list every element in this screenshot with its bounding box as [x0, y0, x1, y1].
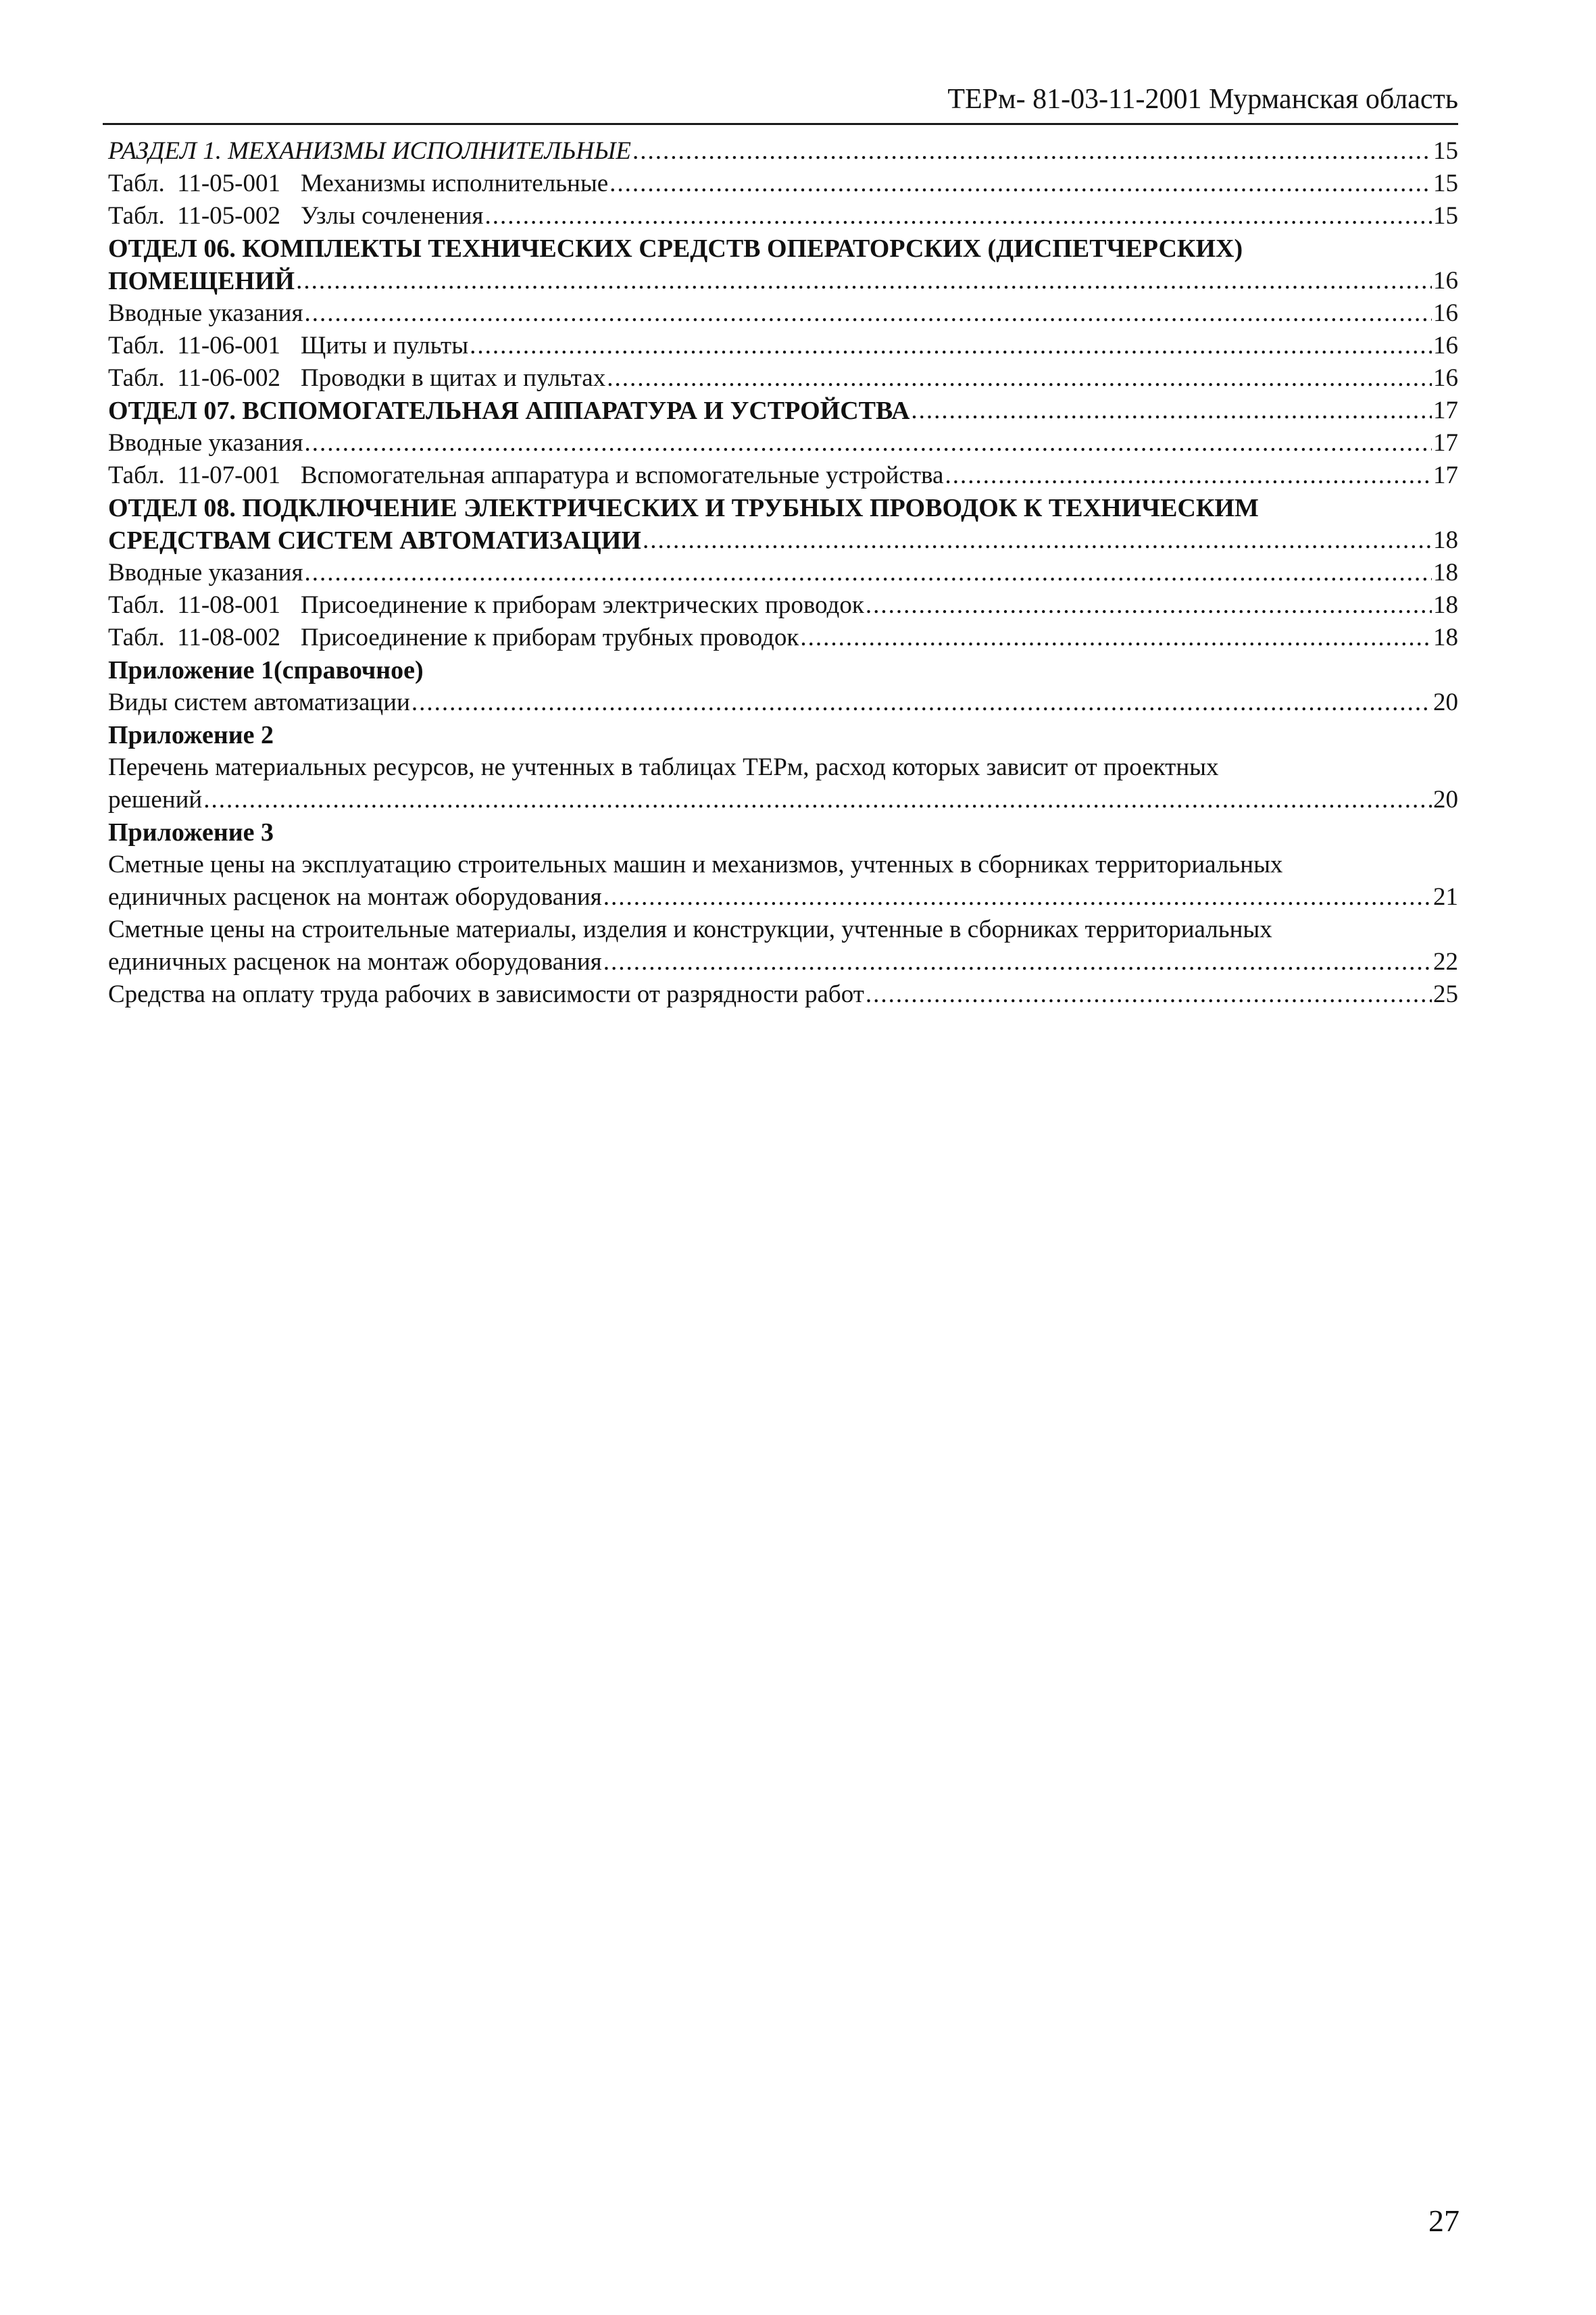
- toc-entry-appendix-1[interactable]: [108, 687, 1458, 719]
- toc-page-number: 16: [1433, 364, 1458, 392]
- toc-page-number: 16: [1433, 332, 1458, 359]
- dot-leader: [296, 265, 1432, 297]
- toc-page-number: 21: [1433, 883, 1458, 911]
- table-code: Табл. 11-07-001: [108, 462, 280, 489]
- dot-leader: [866, 978, 1432, 1011]
- toc-entry-otdel-07[interactable]: [108, 395, 1458, 427]
- toc-section-heading-otdel-08: ОТДЕЛ 08. ПОДКЛЮЧЕНИЕ ЭЛЕКТРИЧЕСКИХ И ТРУБНЫХ ПРОВОДОК К ТЕХНИЧЕСКИМ: [108, 494, 1259, 522]
- toc-entry-label: ОТДЕЛ 07. ВСПОМОГАТЕЛЬНАЯ АППАРАТУРА И УСТРОЙСТВА: [108, 397, 910, 425]
- toc-entry-label: [108, 168, 608, 200]
- table-code: Табл. 11-08-001: [108, 591, 280, 619]
- toc-entry-label: Вводные указания: [108, 299, 303, 327]
- toc-entry-label: [108, 362, 605, 395]
- toc-entry-vvodnye-08[interactable]: [108, 557, 1458, 589]
- dot-leader: [866, 589, 1432, 622]
- toc-page-number: 18: [1433, 591, 1458, 619]
- dot-leader: [607, 362, 1432, 395]
- document-title: ТЕРм- 81-03-11-2001 Мурманская область: [947, 84, 1458, 115]
- appendix-1-heading: Приложение 1(справочное): [108, 656, 424, 684]
- page-number: 27: [1428, 2204, 1460, 2238]
- table-of-contents: [108, 135, 1458, 1011]
- toc-entry-vvodnye-06[interactable]: [108, 297, 1458, 330]
- table-code: Табл. 11-05-001: [108, 170, 280, 197]
- table-code: Табл. 11-06-001: [108, 332, 280, 359]
- toc-entry-table-11-05-002[interactable]: [108, 200, 1458, 232]
- toc-entry-label: [108, 200, 483, 232]
- table-title: Щиты и пульты: [301, 332, 469, 359]
- table-title: Проводки в щитах и пультах: [301, 364, 606, 392]
- toc-page-number: 17: [1433, 429, 1458, 457]
- toc-entry-label: [108, 459, 943, 492]
- toc-entry-table-11-06-002[interactable]: [108, 362, 1458, 395]
- dot-leader: [800, 622, 1432, 654]
- toc-page-number: 20: [1433, 689, 1458, 716]
- toc-entry-label: [108, 330, 468, 362]
- toc-entry-table-11-08-001[interactable]: [108, 589, 1458, 622]
- toc-page-number: 17: [1433, 462, 1458, 489]
- toc-page-number: 20: [1433, 786, 1458, 814]
- dot-leader: [304, 297, 1432, 330]
- toc-page-number: 18: [1433, 526, 1458, 554]
- dot-leader: [911, 395, 1432, 427]
- table-title: Присоединение к приборам трубных проводок: [301, 624, 799, 651]
- dot-leader: [203, 784, 1432, 816]
- appendix-3-item-2-text-line: Сметные цены на строительные материалы, изделия и конструкции, учтенные в сборниках территориальных: [108, 916, 1272, 943]
- dot-leader: [945, 459, 1432, 492]
- dot-leader: [632, 135, 1432, 168]
- table-code: Табл. 11-06-002: [108, 364, 280, 392]
- toc-entry-table-11-07-001[interactable]: [108, 459, 1458, 492]
- dot-leader: [304, 557, 1432, 589]
- table-code: Табл. 11-05-002: [108, 202, 280, 230]
- toc-section-heading-otdel-06: ОТДЕЛ 06. КОМПЛЕКТЫ ТЕХНИЧЕСКИХ СРЕДСТВ ОПЕРАТОРСКИХ (ДИСПЕТЧЕРСКИХ): [108, 234, 1243, 263]
- toc-entry-table-11-05-001[interactable]: [108, 168, 1458, 200]
- table-code: Табл. 11-08-002: [108, 624, 280, 651]
- toc-entry-appendix-3-item-2[interactable]: [108, 946, 1458, 978]
- toc-entry-label: Средства на оплату труда рабочих в зависимости от разрядности работ: [108, 980, 864, 1008]
- toc-page-number: 18: [1433, 624, 1458, 651]
- toc-entry-label: [108, 589, 864, 622]
- toc-entry-label: решений: [108, 786, 203, 814]
- toc-page-number: 16: [1433, 299, 1458, 327]
- toc-entry-razdel-1[interactable]: [108, 135, 1458, 168]
- table-title: Механизмы исполнительные: [301, 170, 609, 197]
- toc-entry-label: ПОМЕЩЕНИЙ: [108, 267, 295, 295]
- toc-entry-label: Вводные указания: [108, 559, 303, 587]
- dot-leader: [603, 946, 1432, 978]
- toc-page-number: 22: [1433, 948, 1458, 976]
- appendix-2-heading: Приложение 2: [108, 721, 274, 749]
- toc-page-number: 15: [1433, 137, 1458, 165]
- toc-page-number: 15: [1433, 170, 1458, 197]
- toc-entry-vvodnye-07[interactable]: [108, 427, 1458, 459]
- toc-entry-label: РАЗДЕЛ 1. МЕХАНИЗМЫ ИСПОЛНИТЕЛЬНЫЕ: [108, 137, 632, 165]
- page-header: [103, 76, 1458, 125]
- toc-entry-appendix-3-item-3[interactable]: [108, 978, 1458, 1011]
- toc-entry-appendix-3-item-1[interactable]: [108, 881, 1458, 914]
- toc-entry-table-11-08-002[interactable]: [108, 622, 1458, 654]
- toc-entry-table-11-06-001[interactable]: [108, 330, 1458, 362]
- dot-leader: [484, 200, 1432, 232]
- toc-page-number: 17: [1433, 397, 1458, 424]
- dot-leader: [470, 330, 1432, 362]
- toc-entry-appendix-2[interactable]: [108, 784, 1458, 816]
- table-title: Вспомогательная аппаратура и вспомогательные устройства: [301, 462, 944, 489]
- table-title: Узлы сочленения: [301, 202, 484, 230]
- toc-entry-label: Вводные указания: [108, 429, 303, 457]
- toc-page-number: 18: [1433, 559, 1458, 587]
- toc-entry-label: [108, 622, 799, 654]
- toc-page-number: 16: [1433, 267, 1458, 295]
- toc-entry-label: единичных расценок на монтаж оборудования: [108, 883, 602, 911]
- dot-leader: [412, 687, 1432, 719]
- toc-entry-label: Виды систем автоматизации: [108, 689, 410, 716]
- appendix-2-text-line: Перечень материальных ресурсов, не учтенных в таблицах ТЕРм, расход которых зависит от проектных: [108, 753, 1219, 781]
- toc-entry-label: единичных расценок на монтаж оборудования: [108, 948, 602, 976]
- toc-entry-label: СРЕДСТВАМ СИСТЕМ АВТОМАТИЗАЦИИ: [108, 526, 641, 555]
- appendix-3-item-1-text-line: Сметные цены на эксплуатацию строительных машин и механизмов, учтенных в сборниках территориальных: [108, 851, 1283, 878]
- toc-page-number: 15: [1433, 202, 1458, 230]
- dot-leader: [609, 168, 1432, 200]
- toc-page-number: 25: [1433, 980, 1458, 1008]
- table-title: Присоединение к приборам электрических проводок: [301, 591, 864, 619]
- dot-leader: [603, 881, 1432, 914]
- toc-entry-otdel-06[interactable]: [108, 265, 1458, 297]
- appendix-3-heading: Приложение 3: [108, 818, 274, 847]
- toc-entry-otdel-08[interactable]: [108, 524, 1458, 557]
- dot-leader: [643, 524, 1432, 557]
- dot-leader: [304, 427, 1432, 459]
